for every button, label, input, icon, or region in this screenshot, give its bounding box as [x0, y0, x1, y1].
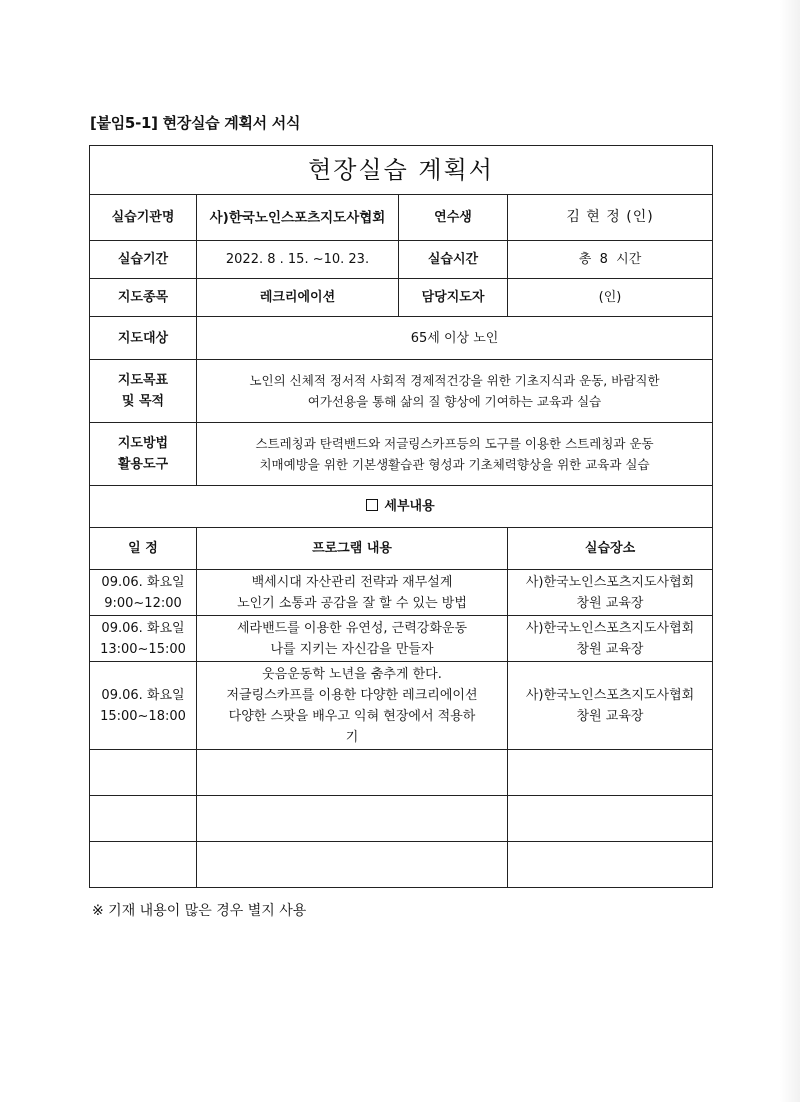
method-value-line-1: 스트레칭과 탄력밴드와 저글링스카프등의 도구를 이용한 스트레칭과 운동: [255, 436, 654, 451]
details-header-row: [90, 528, 713, 570]
place-cell: [508, 570, 713, 616]
target-row: [90, 317, 713, 360]
details-section-header: [90, 486, 713, 528]
period-value: 2022. 8 . 15. ~10. 23.: [197, 241, 399, 279]
program-cell: [197, 570, 508, 616]
program-line: 다양한 스팟을 배우고 익혀 현장에서 적용하: [228, 708, 476, 724]
table-row: [90, 616, 713, 662]
place-name: 사)한국노인스포츠지도사협회: [525, 574, 695, 590]
place-cell: [508, 616, 713, 662]
schedule-date: 09.06. 화요일: [101, 620, 185, 636]
schedule-cell: [90, 662, 197, 750]
institution-label: 실습기관명: [90, 195, 197, 241]
program-line: 웃음운동학 노년을 춤추게 한다.: [262, 666, 442, 682]
goal-value-line-1: 노인의 신체적 정서적 사회적 경제적건강을 위한 기초지식과 운동, 바람직한: [249, 373, 660, 388]
method-label-line-1: 지도방법: [117, 436, 169, 451]
schedule-time: 13:00~15:00: [100, 641, 186, 657]
practicum-plan-form: [89, 145, 713, 888]
target-label: 지도대상: [90, 317, 197, 360]
trainee-label: 연수생: [399, 195, 508, 241]
empty-cell: [508, 796, 713, 842]
table-row: [90, 570, 713, 616]
trainee-value: 김 현 정 (인): [508, 195, 713, 241]
program-line: 나를 지키는 자신감을 만들자: [270, 641, 434, 657]
schedule-date: 09.06. 화요일: [101, 687, 185, 703]
empty-row: [90, 796, 713, 842]
title-row: [90, 146, 713, 195]
checkbox-icon: [366, 499, 378, 511]
method-value: [197, 423, 713, 486]
column-header-place: 실습장소: [508, 528, 713, 570]
empty-cell: [197, 796, 508, 842]
schedule-time: 9:00~12:00: [104, 595, 182, 611]
schedule-time: 15:00~18:00: [100, 708, 186, 724]
details-section-title: 세부내용: [384, 499, 435, 514]
program-line: 세라밴드를 이용한 유연성, 근력강화운동: [236, 620, 467, 636]
empty-row: [90, 842, 713, 888]
table-row: [90, 662, 713, 750]
method-label-line-2: 활용도구: [117, 457, 169, 472]
goal-value: [197, 360, 713, 423]
program-line: 기: [345, 729, 359, 745]
period-label: 실습기간: [90, 241, 197, 279]
method-value-line-2: 치매예방을 위한 기본생활습관 형성과 기초체력향상을 위한 교육과 실습: [259, 457, 650, 472]
place-room: 창원 교육장: [576, 708, 644, 724]
place-name: 사)한국노인스포츠지도사협회: [525, 687, 695, 703]
category-row: [90, 279, 713, 317]
program-line: 노인기 소통과 공감을 잘 할 수 있는 방법: [237, 595, 467, 611]
category-label: 지도종목: [90, 279, 197, 317]
hours-label: 실습시간: [399, 241, 508, 279]
column-header-program: 프로그램 내용: [197, 528, 508, 570]
empty-cell: [90, 750, 197, 796]
instructor-signature: (인): [508, 279, 713, 317]
footnote: ※ 기재 내용이 많은 경우 별지 사용: [92, 903, 307, 919]
program-line: 저글링스카프를 이용한 다양한 레크리에이션: [226, 687, 478, 703]
program-cell: [197, 616, 508, 662]
place-room: 창원 교육장: [576, 641, 644, 657]
institution-row: [90, 195, 713, 241]
method-label: [90, 423, 197, 486]
empty-cell: [508, 750, 713, 796]
empty-cell: [197, 842, 508, 888]
empty-cell: [90, 796, 197, 842]
schedule-date: 09.06. 화요일: [101, 574, 185, 590]
hours-value: 총 8 시간: [508, 241, 713, 279]
column-header-schedule: 일 정: [90, 528, 197, 570]
empty-row: [90, 750, 713, 796]
instructor-label: 담당지도자: [399, 279, 508, 317]
goal-label: [90, 360, 197, 423]
details-section-row: [90, 486, 713, 528]
form-title: 현장실습 계획서: [90, 146, 713, 195]
attachment-title: [붙임5-1] 현장실습 계획서 서식: [90, 114, 301, 132]
goal-row: [90, 360, 713, 423]
empty-cell: [90, 842, 197, 888]
target-value: 65세 이상 노인: [197, 317, 713, 360]
goal-value-line-2: 여가선용을 통해 삶의 질 향상에 기여하는 교육과 실습: [307, 394, 602, 409]
goal-label-line-1: 지도목표: [117, 373, 169, 388]
schedule-cell: [90, 570, 197, 616]
institution-value: 사)한국노인스포츠지도사협회: [197, 195, 399, 241]
place-cell: [508, 662, 713, 750]
place-room: 창원 교육장: [576, 595, 644, 611]
program-cell: [197, 662, 508, 750]
empty-cell: [508, 842, 713, 888]
method-row: [90, 423, 713, 486]
program-line: 백세시대 자산관리 전략과 재무설계: [251, 574, 453, 590]
goal-label-line-2: 및 목적: [121, 394, 165, 409]
empty-cell: [197, 750, 508, 796]
category-value: 레크리에이션: [197, 279, 399, 317]
period-row: [90, 241, 713, 279]
schedule-cell: [90, 616, 197, 662]
place-name: 사)한국노인스포츠지도사협회: [525, 620, 695, 636]
